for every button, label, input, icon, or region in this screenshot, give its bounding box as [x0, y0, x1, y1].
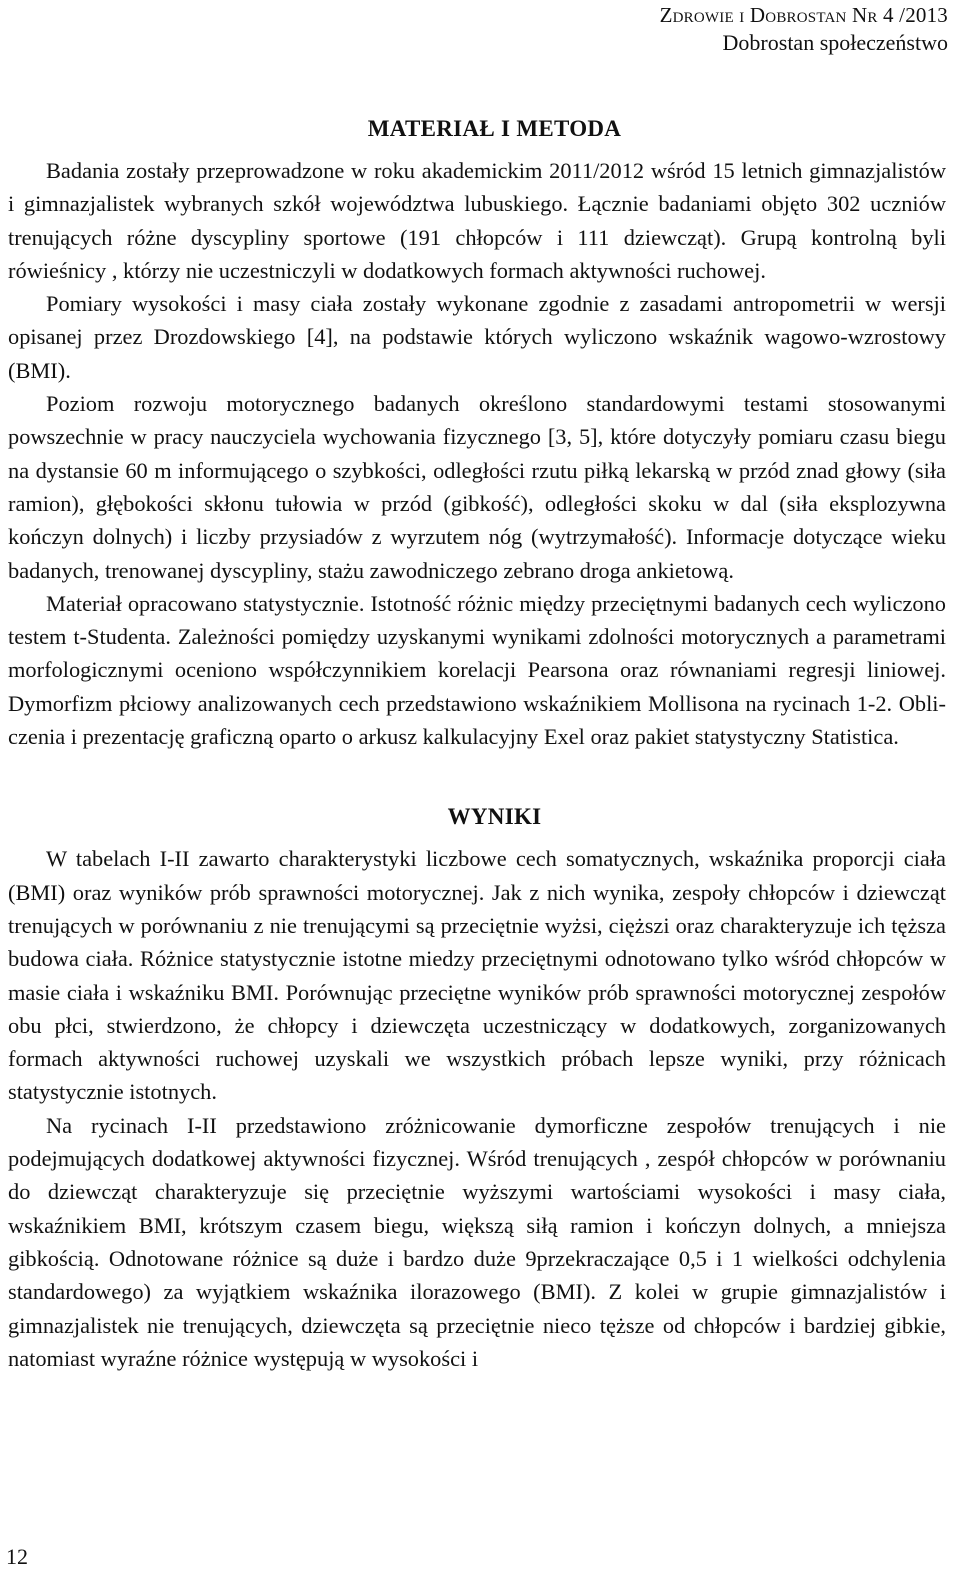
- article-body: [8, 116, 946, 1375]
- paragraph: Badania zostały przeprowadzone w roku akademickim 2011/2012 wśród 15 letnich gimnazjalistów i gimnazjalistek wybranych szkół województwa lubuskiego. Łącznie badaniami objęto 302 uczniów trenujących różne dyscypliny sportowe (191 chłopców i 111 dziewcząt). Grupą kontrolną byli rówieśnicy , którzy nie uczestniczyli w dodatkowych formach aktywności ruchowej.: [8, 158, 946, 283]
- journal-title: Zdrowie i Dobrostan Nr 4 /2013: [659, 3, 948, 27]
- paragraph: Poziom rozwoju motorycznego badanych określono standardowymi testami stosowanymi powszechnie w pracy nauczyciela wychowania fizycznego [3, 5], które dotyczyły pomiaru czasu biegu na dystansie 60 m informującego o szybkości, odległości rzutu piłką lekarską w przód znad głowy (siła ramion), głębokości skłonu tułowia w przód (gibkość), odległości skoku w dal (siła eksplozywna kończyn dolnych) i liczby przysiadów z wyrzutem nóg (wytrzymałość). Informacje dotyczące wieku badanych, trenowanej dyscypliny, stażu zawodniczego zebrano droga ankietową.: [8, 391, 946, 583]
- section-title: Dobrostan społeczeństwo: [722, 29, 948, 55]
- paragraph: Materiał opracowano statystycznie. Istotność różnic między przeciętnymi badanych cech wyliczono testem t-Studenta. Zależności pomiędzy uzyskanymi wynikami zdolności motorycznych a parametrami morfologicznymi oceniono współczynnikiem korelacji Pearsona oraz równaniami regresji liniowej. Dymorfizm płciowy analizowanych cech przedstawiono wskaźnikiem Mollisona na rycinach 1-2. Obliczenia i prezentację graficzną oparto o arkusz kalkulacyjny Exel oraz pakiet statystyczny Statistica.: [8, 590, 946, 750]
- paragraph: Pomiary wysokości i masy ciała zostały wykonane zgodnie z zasadami antropometrii w wersji opisanej przez Drozdowskiego [4], na podstawie których wyliczono wskaźnik wagowo-wzrostowy (BMI).: [8, 291, 946, 383]
- page-number: 12: [6, 1544, 28, 1569]
- section-heading-material-i-metoda: MATERIAŁ I METODA: [367, 116, 622, 141]
- paragraph: Na rycinach I-II przedstawiono zróżnicowanie dymorficzne zespołów trenujących i nie podejmujących dodatkowej aktywności fizycznej. Wśród trenujących , zespół chłopców w porównaniu do dziewcząt charakteryzuje się przeciętnie wyższymi wartościami wysokości i masy ciała, wskaźnikiem BMI, krótszym czasem biegu, większą siłą ramion i kończyn dolnych, a mniejsza gibkością. Odnotowane różnice są duże i bardzo duże 9przekraczające 0,5 i 1 wielkości odchylenia standardowego) za wyjątkiem wskaźnika ilorazowego (BMI). Z kolei w grupie gimnazjalistów i gimnazjalistek nie trenujących, dziewczęta są przeciętnie nieco tęższe od chłopców i bardziej gibkie, natomiast wyraźne różnice występują w wysokości i: [8, 1112, 946, 1371]
- section-heading-wyniki: WYNIKI: [447, 804, 542, 830]
- running-header: [660, 2, 948, 57]
- paragraph: W tabelach I-II zawarto charakterystyki liczbowe cech somatycznych, wskaźnika proporcji ciała (BMI) oraz wyników prób sprawności motorycznej. Jak z nich wynika, zespoły chłopców i dziewcząt trenujących w porównaniu z nie trenującymi są przeciętnie wyżsi, cięższi oraz charakteryzuje ich tęższa budowa ciała. Różnice statystycznie istotne miedzy przeciętnymi odnotowano tylko wśród chłopców w masie ciała i wskaźniku BMI. Porównując przeciętne wyników prób sprawności motorycznej zespołów obu płci, stwierdzono, że chłopcy i dziewczęta uczestniczący w dodatkowych, zorganizowanych formach aktywności ruchowej uzyskali we wszystkich próbach lepsze wyniki, przy różnicach statystycznie istotnych.: [8, 846, 946, 1105]
